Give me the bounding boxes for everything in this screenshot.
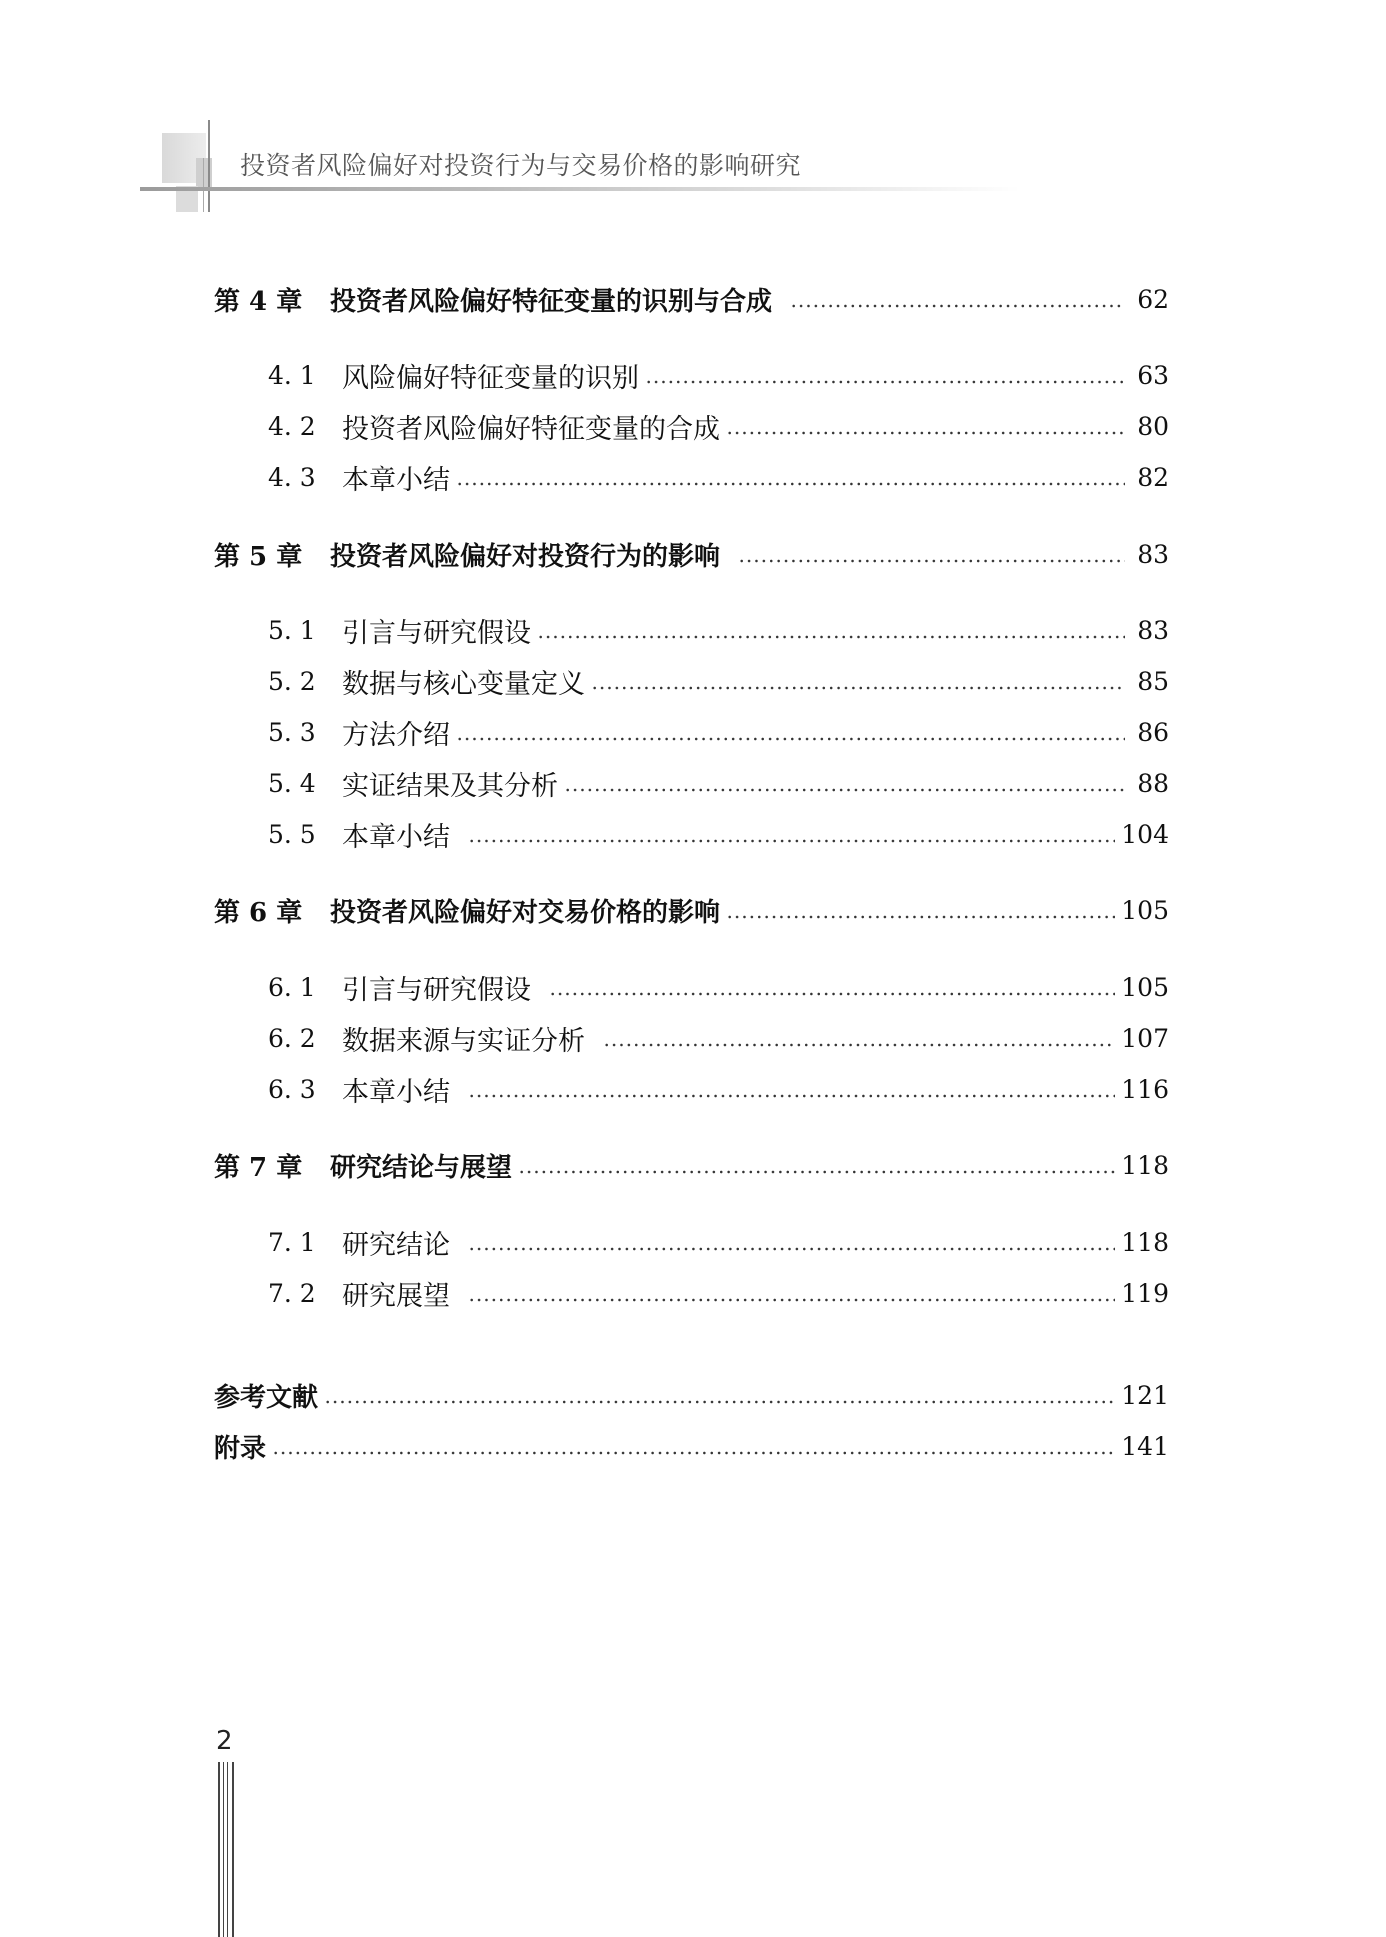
section-number: 6. 1 (268, 972, 316, 1002)
section-title: 投资者风险偏好特征变量的合成 (342, 413, 720, 445)
page-number: 62 (1137, 284, 1169, 314)
page-number: 105 (1121, 895, 1169, 925)
page-number: 118 (1121, 1150, 1169, 1180)
section-title: 本章小结 (342, 464, 450, 496)
toc-section-6-1[interactable] (268, 967, 1169, 1007)
page-number: 104 (1121, 819, 1169, 849)
section-title: 风险偏好特征变量的识别 (342, 362, 639, 394)
section-title: 方法介绍 (342, 719, 450, 751)
page-number: 105 (1121, 972, 1169, 1002)
toc-references[interactable] (214, 1375, 1169, 1415)
section-number: 5. 1 (268, 615, 316, 645)
toc-section-5-4[interactable] (268, 763, 1169, 803)
page-number: 141 (1121, 1431, 1169, 1461)
toc-section-6-3[interactable] (268, 1069, 1169, 1109)
section-title: 数据来源与实证分析 (342, 1025, 585, 1057)
header-rule (140, 187, 1020, 191)
chapter-number: 第 6 章 (214, 897, 303, 928)
footer-rule (227, 1762, 228, 1937)
dot-leader (468, 1094, 1115, 1098)
header-rule-vertical (208, 120, 210, 212)
chapter-title: 投资者风险偏好对交易价格的影响 (330, 897, 721, 928)
dot-leader (726, 915, 1115, 919)
footer-rule (232, 1762, 234, 1937)
toc-section-4-1[interactable] (268, 355, 1169, 395)
chapter-number: 第 7 章 (214, 1152, 303, 1183)
toc-chapter-4[interactable] (214, 279, 1169, 319)
section-title: 引言与研究假设 (342, 617, 531, 649)
dot-leader (603, 1043, 1115, 1047)
running-header-title: 投资者风险偏好对投资行为与交易价格的影响研究 (240, 151, 802, 180)
page-number: 118 (1121, 1227, 1169, 1257)
appendix-title: 附录 (214, 1433, 267, 1464)
section-number: 5. 2 (268, 666, 316, 696)
page-number: 119 (1121, 1278, 1169, 1308)
toc-section-7-1[interactable] (268, 1222, 1169, 1262)
section-number: 5. 3 (268, 717, 316, 747)
page-number: 116 (1121, 1074, 1169, 1104)
toc-section-5-5[interactable] (268, 814, 1169, 854)
page-number: 82 (1137, 462, 1169, 492)
section-title: 实证结果及其分析 (342, 770, 558, 802)
dot-leader (456, 737, 1125, 741)
toc-appendix[interactable] (214, 1426, 1169, 1466)
page-number: 83 (1137, 615, 1169, 645)
page-number: 63 (1137, 360, 1169, 390)
section-number: 6. 2 (268, 1023, 316, 1053)
dot-leader (468, 1247, 1115, 1251)
toc-section-5-2[interactable] (268, 661, 1169, 701)
section-number: 4. 2 (268, 411, 316, 441)
chapter-number: 第 4 章 (214, 286, 303, 317)
page-number: 88 (1137, 768, 1169, 798)
dot-leader (738, 559, 1125, 563)
dot-leader (272, 1451, 1115, 1455)
dot-leader (468, 1298, 1115, 1302)
chapter-title: 研究结论与展望 (330, 1152, 513, 1183)
toc-chapter-6[interactable] (214, 890, 1169, 930)
page-number: 85 (1137, 666, 1169, 696)
dot-leader (537, 635, 1125, 639)
toc-chapter-5[interactable] (214, 534, 1169, 574)
section-number: 4. 3 (268, 462, 316, 492)
dot-leader (324, 1400, 1115, 1404)
page-number: 107 (1121, 1023, 1169, 1053)
toc-section-4-3[interactable] (268, 457, 1169, 497)
dot-leader (645, 380, 1125, 384)
chapter-title: 投资者风险偏好特征变量的识别与合成 (330, 286, 773, 317)
toc-section-5-3[interactable] (268, 712, 1169, 752)
page-number: 80 (1137, 411, 1169, 441)
toc-chapter-7[interactable] (214, 1145, 1169, 1185)
toc-section-7-2[interactable] (268, 1273, 1169, 1313)
dot-leader (726, 431, 1125, 435)
section-title: 研究展望 (342, 1280, 450, 1312)
toc-section-4-2[interactable] (268, 406, 1169, 446)
section-title: 数据与核心变量定义 (342, 668, 585, 700)
footer-rule (218, 1762, 220, 1937)
section-title: 引言与研究假设 (342, 974, 531, 1006)
section-number: 6. 3 (268, 1074, 316, 1104)
section-number: 7. 2 (268, 1278, 316, 1308)
section-number: 5. 5 (268, 819, 316, 849)
chapter-title: 投资者风险偏好对投资行为的影响 (330, 541, 721, 572)
dot-leader (591, 686, 1125, 690)
section-number: 4. 1 (268, 360, 316, 390)
section-title: 本章小结 (342, 1076, 450, 1108)
section-title: 研究结论 (342, 1229, 450, 1261)
dot-leader (790, 304, 1125, 308)
dot-leader (549, 992, 1115, 996)
section-title: 本章小结 (342, 821, 450, 853)
page-number: 121 (1121, 1380, 1169, 1410)
references-title: 参考文献 (214, 1382, 319, 1413)
section-number: 7. 1 (268, 1227, 316, 1257)
dot-leader (564, 788, 1125, 792)
dot-leader (456, 482, 1125, 486)
page-number-footer: 2 (216, 1726, 233, 1756)
dot-leader (468, 839, 1115, 843)
toc-section-6-2[interactable] (268, 1018, 1169, 1058)
page-number: 83 (1137, 539, 1169, 569)
chapter-number: 第 5 章 (214, 541, 303, 572)
page-number: 86 (1137, 717, 1169, 747)
dot-leader (518, 1170, 1115, 1174)
section-number: 5. 4 (268, 768, 316, 798)
header-rule-vertical (203, 158, 204, 212)
footer-rule (223, 1762, 224, 1937)
toc-section-5-1[interactable] (268, 610, 1169, 650)
